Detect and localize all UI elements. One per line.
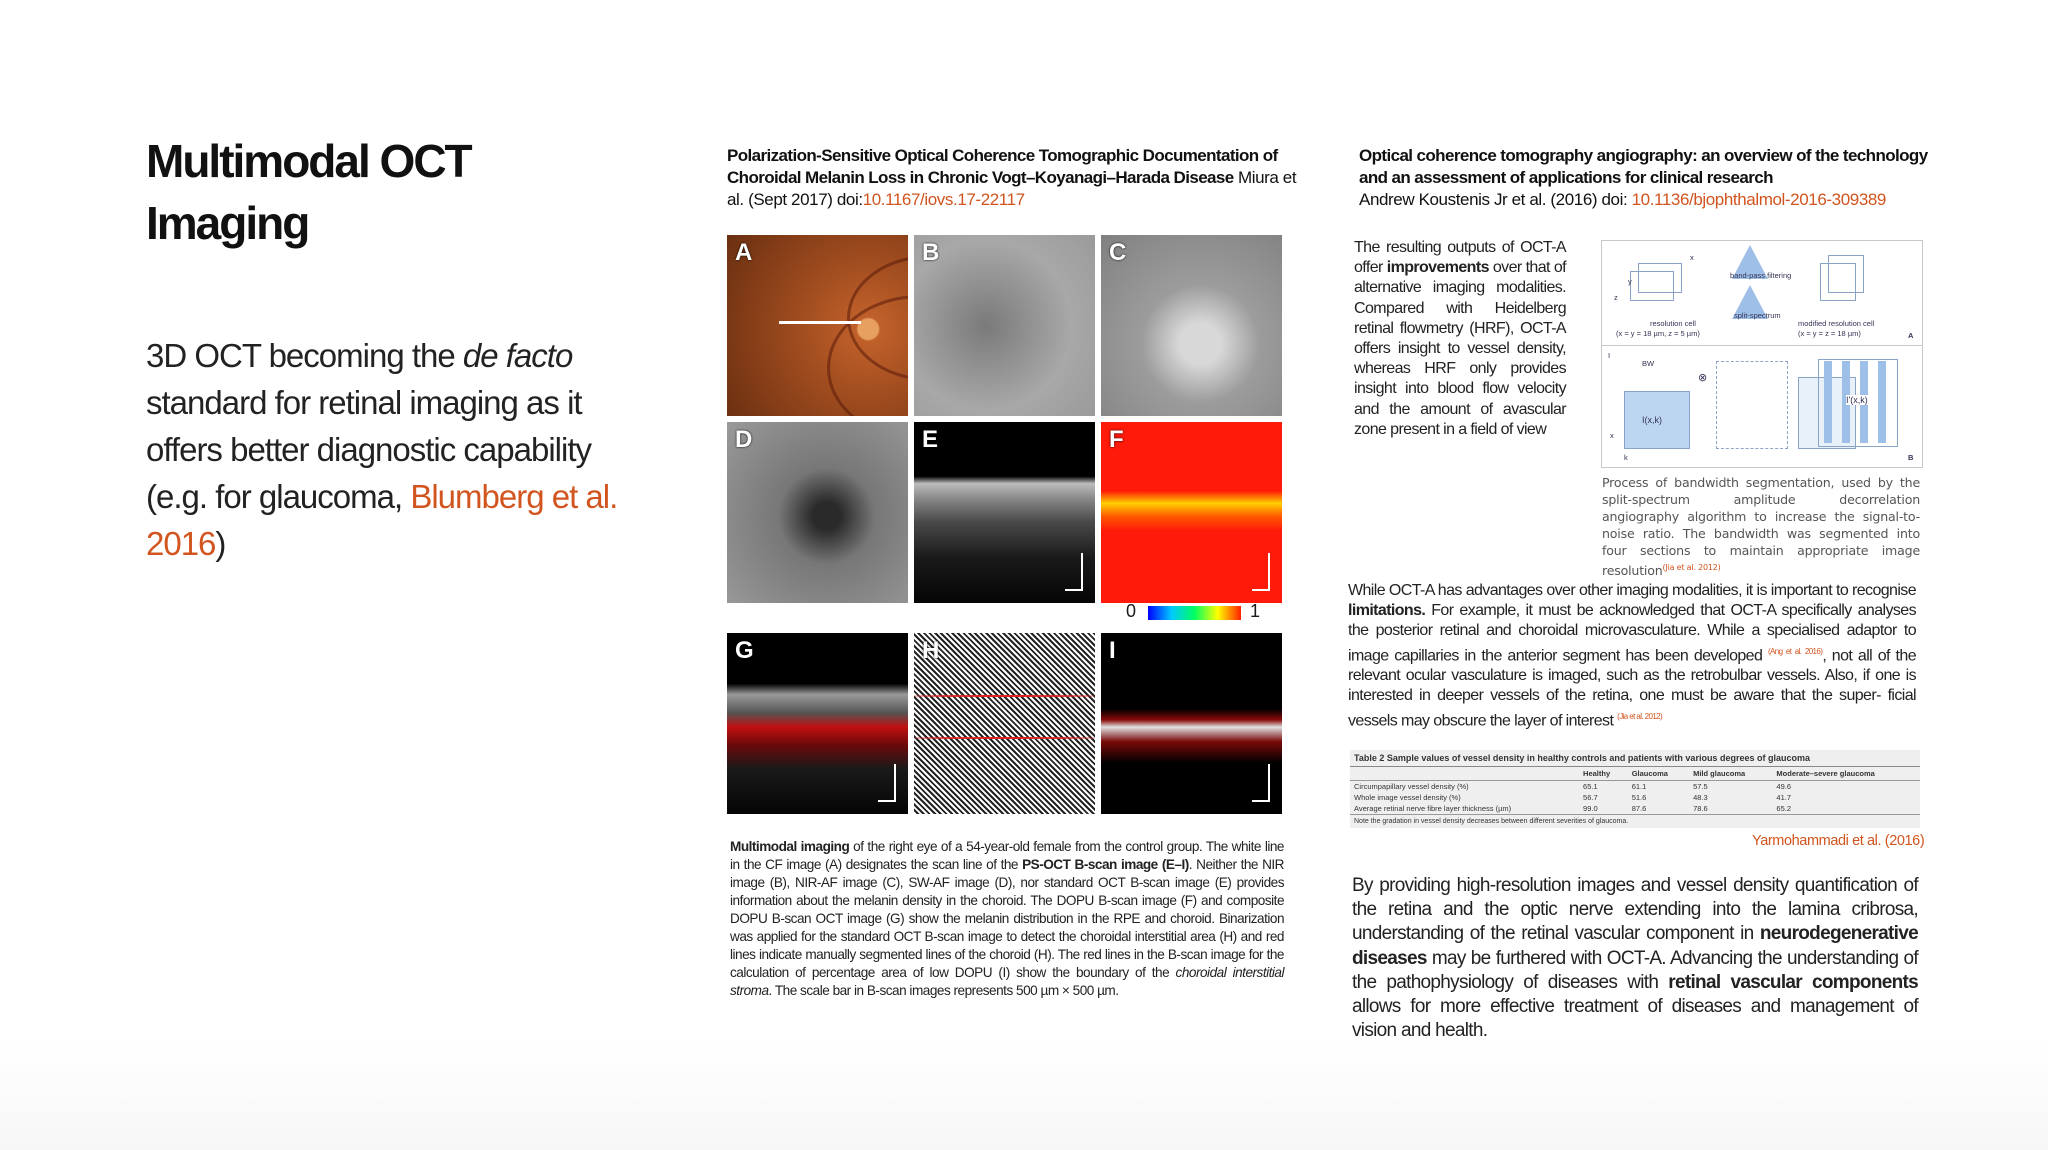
background-shade: [0, 1040, 2048, 1150]
scale-bar: [1252, 764, 1270, 802]
panel-h-binarized: [914, 633, 1095, 814]
vessel-decoration: [827, 295, 908, 416]
panel-label: D: [735, 426, 753, 453]
iprime-label: I'(x,k): [1846, 395, 1868, 405]
resolution-cell-cube: [1638, 263, 1682, 293]
panel-g-composite: [727, 633, 908, 814]
bw-label: BW: [1642, 359, 1655, 368]
panel-a-label: A: [1908, 331, 1914, 340]
octa-improvements-text: The resulting outputs of OCT-A offer improvements over that of alternative imaging modalities. Compared with Heidelberg retinal flowmetry (HRF), OCT-A offers insight to vessel density, whereas HRF only provides insight into blood flow velocity and the amount of avascular zone present in a field of view: [1354, 239, 1566, 438]
jia-ref-link[interactable]: (Jia et al. 2012): [1662, 563, 1721, 572]
octa-benefits-text: By providing high-resolution images and vessel density quantification of the retina and the optic nerve extending into the lamina cribrosa, understanding of the retinal vascular component in neurodegenerative diseases may be furthered with OCT-A. Advancing the understanding of the pathophysiology of diseases with retinal vascular components allows for more effective treatment of diseases and management of vision and health.: [1352, 875, 1918, 1042]
panel-c-nir-af: [1101, 235, 1282, 416]
table-header-row: Healthy Glaucoma Mild glaucoma Moderate–severe glaucoma: [1350, 767, 1920, 781]
paper2-doi-link[interactable]: 10.1136/bjophthalmol-2016-309389: [1631, 190, 1886, 209]
axis-label: z: [1614, 293, 1618, 302]
octa-limitations-text: While OCT-A has advantages over other imaging modalities, it is important to recognise limitations. For example, it must be acknowledged that OCT-A specifically analyses the posterior retinal and choroidal microvasculature. While a specialised adaptor to image capillaries in the anterior segment has been developed $^{(Ang et al. 2016)}$, not all of the relevant ocular vasculature is imaged, such as the retrobulbar vessels. Also, if one is interested in deeper vessels of the retina, one must be aware that the super- ficial vessels may obscure the layer of interest $^{(Jia et al. 2012)}$: [1348, 582, 1916, 729]
panel-a-color-fundus: [727, 235, 908, 416]
axis-label: x: [1610, 431, 1614, 440]
paper1-header: [727, 145, 1307, 211]
resolution-cell-dims: (x = y = 18 µm, z = 5 µm): [1616, 329, 1700, 338]
jia-ref-link[interactable]: (Jia et al. 2012): [1617, 711, 1663, 721]
slide-title: Multimodal OCT Imaging: [146, 135, 471, 249]
panel-label: G: [735, 637, 754, 664]
colorbar: [1148, 606, 1241, 620]
panel-d-sw-af: [727, 422, 908, 603]
panel-label: H: [922, 637, 940, 664]
modified-cell-label: modified resolution cell: [1798, 319, 1875, 328]
band-stripe: [1878, 361, 1886, 443]
panel-label: B: [922, 239, 940, 266]
scale-bar: [878, 764, 896, 802]
split-spectrum-label: split-spectrum: [1734, 311, 1781, 320]
panel-label: I: [1109, 637, 1116, 664]
table-note: Note the gradation in vessel density decreases between different severities of glaucoma.: [1350, 814, 1920, 828]
axis-label: I: [1608, 351, 1611, 360]
panel-label: E: [922, 426, 939, 453]
panel-label: A: [735, 239, 753, 266]
table-row: Average retinal nerve fibre layer thickness (µm) 99.0 87.6 78.6 65.2: [1354, 804, 1792, 813]
panel-i-low-dopu: [1101, 633, 1282, 814]
paper2-meta: Andrew Koustenis Jr et al. (2016) doi:: [1359, 190, 1632, 209]
table-row: Whole image vessel density (%) 56.7 51.6 48.3 41.7: [1354, 793, 1792, 802]
panel-f-dopu: [1101, 422, 1282, 603]
convolution-symbol: ⊗: [1698, 372, 1708, 384]
filter-bank: [1716, 361, 1788, 449]
scan-line: [779, 321, 861, 324]
figure1-caption: Multimodal imaging of the right eye of a 54-year-old female from the control group. The white line in the CF image (A) designates the scan line of the PS-OCT B-scan image (E–I). Neither the NIR image (B), NIR-AF image (C), SW-AF image (D), nor standard OCT B-scan image (E) provides information about the melanin density in the choroid. The DOPU B-scan image (F) and composite DOPU B-scan OCT image (G) show the melanin distribution in the RPE and choroid. Binarization was applied for the standard OCT B-scan image to detect the choroidal interstitial area (H) and red lines indicate manually segmented lines of the choroid (H). The red lines in the B-scan image for the calculation of percentage area of low DOPU (I) show the boundary of the choroidal interstitial stroma. The scale bar in B-scan images represents 500 µm × 500 µm.: [730, 839, 1284, 998]
resolution-cell-label: resolution cell: [1650, 319, 1696, 328]
panel-label: C: [1109, 239, 1127, 266]
modified-cell-cube: [1828, 255, 1864, 293]
table-title: Table 2 Sample values of vessel density in healthy controls and patients with various degrees of glaucoma: [1350, 750, 1920, 767]
scale-bar: [1252, 553, 1270, 591]
paper1-meta: Miura et al. (Sept 2017) doi:: [727, 168, 1297, 209]
segmentation-line: [914, 695, 1095, 697]
paper1-doi-link[interactable]: 10.1167/iovs.17-22117: [862, 190, 1025, 209]
bandwidth-segmentation-diagram: [1601, 240, 1923, 468]
panel-b-label: B: [1908, 453, 1914, 462]
paper2-title: Optical coherence tomography angiography: an overview of the technology and an assessment of applications for clinical research: [1359, 146, 1928, 187]
panel-label: F: [1109, 426, 1124, 453]
band-stripe: [1824, 361, 1832, 443]
bandpass-label: band-pass filtering: [1730, 271, 1792, 280]
paper2-header: [1359, 145, 1939, 211]
scale-bar: [1065, 553, 1083, 591]
divider: [1602, 345, 1922, 346]
table-row: Circumpapillary vessel density (%) 65.1 61.1 57.5 49.6: [1354, 782, 1792, 791]
colorbar-max: 1: [1250, 601, 1261, 621]
modified-cell-dims: (x = y = z = 18 µm): [1798, 329, 1861, 338]
diagram-caption: Process of bandwidth segmentation, used by the split-spectrum amplitude decorrelation angiography algorithm to increase the signal-to-noise ratio. The bandwidth was segmented into four sections to maintain appropriate image resolution$^{(Jia et al. 2012)}$: [1602, 475, 1920, 579]
segmentation-line: [914, 737, 1095, 739]
axis-label: y: [1628, 277, 1632, 286]
axis-label: k: [1624, 453, 1628, 462]
panel-b-nir: [914, 235, 1095, 416]
paper1-title: Polarization-Sensitive Optical Coherence Tomographic Documentation of Choroidal Melanin Loss in Chronic Vogt–Koyanagi–Harada Disease: [727, 146, 1278, 187]
ixk-label: I(x,k): [1642, 415, 1662, 425]
panel-e-oct-bscan: [914, 422, 1095, 603]
blumberg-link[interactable]: Blumberg et al. 2016: [146, 478, 618, 562]
yarmohammadi-link[interactable]: Yarmohammadi et al. (2016): [1752, 833, 1925, 849]
axis-label: x: [1690, 253, 1694, 262]
vessel-density-table: [1350, 750, 1920, 828]
ang-ref-link[interactable]: (Ang et al. 2016): [1767, 646, 1823, 656]
lead-text: 3D OCT becoming the de facto standard for retinal imaging as it offers better diagnostic capability (e.g. for glaucoma, Blumberg et al. 2016): [146, 337, 618, 562]
colorbar-min: 0: [1126, 601, 1137, 621]
